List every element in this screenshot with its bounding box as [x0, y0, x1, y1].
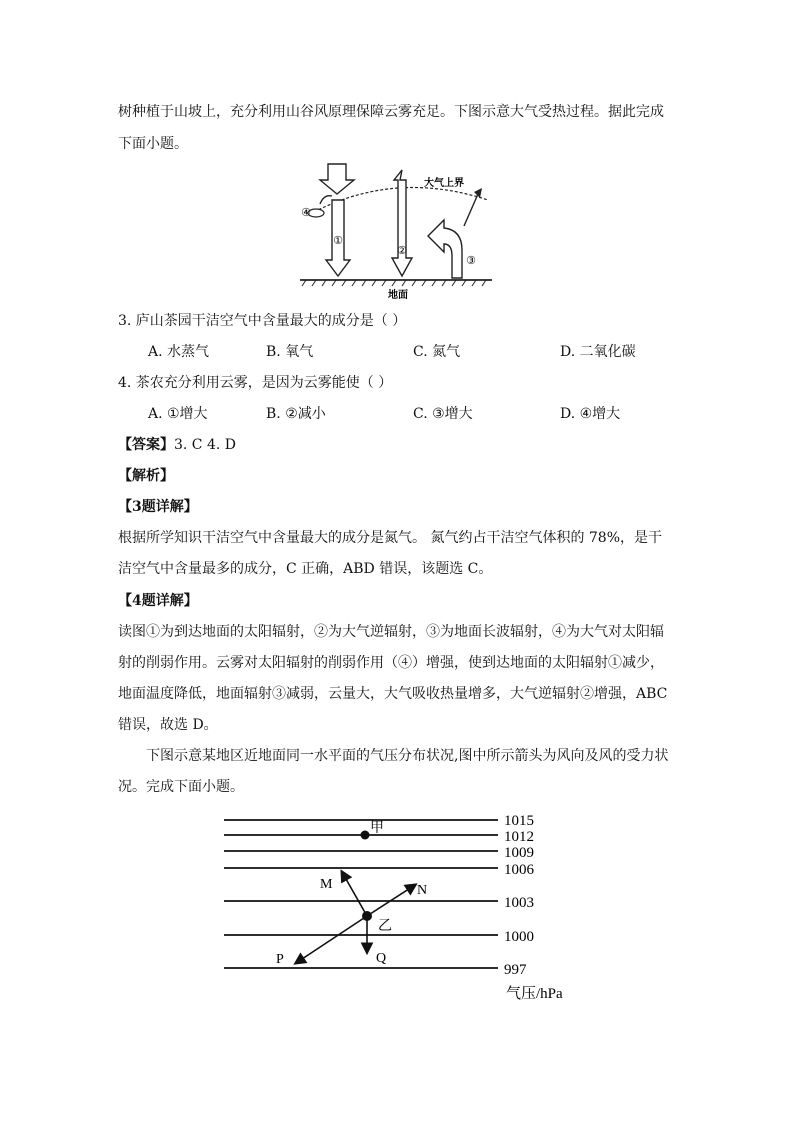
incoming-solar-arrow [320, 164, 354, 194]
isobar-label-1003: 1003 [504, 895, 534, 911]
isobar-label-1009: 1009 [504, 845, 534, 861]
analysis-label: 【解析】 [118, 468, 174, 484]
q4-option-c[interactable]: C. ③增大 [413, 406, 473, 422]
answer-row [118, 435, 236, 455]
question-3-stem: 3. 庐山茶园干洁空气中含量最大的成分是（ ） [118, 313, 407, 329]
label-yi: 乙 [378, 919, 392, 934]
label-ground: 地面 [388, 290, 408, 301]
q3-option-a[interactable]: A. 水蒸气 [148, 344, 210, 360]
marker-4: ④ [301, 207, 311, 219]
label-atmosphere-top: 大气上界 [424, 178, 464, 189]
q3-option-d[interactable]: D. 二氧化碳 [560, 344, 636, 360]
isobar-label-1012: 1012 [504, 829, 534, 845]
marker-2: ② [397, 245, 407, 257]
detail-3-line-2: 洁空气中含量最多的成分，C 正确，ABD 错误，该题选 C。 [118, 561, 493, 577]
detail-4-line-1: 读图①为到达地面的太阳辐射，②为大气逆辐射，③为地面长波辐射，④为大气对太阳辐 [118, 624, 664, 640]
intro2-line-2: 况。完成下面小题。 [118, 779, 244, 795]
isobar-label-1015: 1015 [504, 813, 534, 829]
intro-line-2: 下面小题。 [118, 136, 188, 152]
label-p: P [276, 952, 284, 967]
isobar-label-997: 997 [504, 962, 527, 978]
q4-option-a[interactable]: A. ①增大 [148, 406, 208, 422]
isobar-label-1000: 1000 [504, 929, 534, 945]
marker-1: ① [333, 235, 343, 247]
detail-4-label: 【4题详解】 [118, 593, 198, 609]
detail-3-line-1: 根据所学知识干洁空气中含量最大的成分是氮气。 氮气约占干洁空气体积的 78%，是干 [118, 530, 663, 546]
detail-4-line-4: 错误，故选 D。 [118, 717, 218, 733]
unit-label: 气压/hPa [506, 986, 563, 1002]
q3-option-b[interactable]: B. 氧气 [266, 344, 314, 360]
isobar-map [220, 808, 590, 1006]
q4-option-b[interactable]: B. ②减小 [266, 406, 326, 422]
arrow-3-ground-radiation [428, 220, 462, 278]
detail-4-line-3: 地面温度降低，地面辐射③减弱，云量大，大气吸收热量增多，大气逆辐射②增强，ABC [118, 686, 668, 702]
label-jia: 甲 [370, 821, 384, 836]
detail-3-label: 【3题详解】 [118, 499, 198, 515]
atmosphere-heating-diagram [296, 160, 496, 305]
q4-option-d[interactable]: D. ④增大 [560, 406, 621, 422]
arrow-4-reflection [320, 196, 332, 204]
intro2-line-1: 下图示意某地区近地面同一水平面的气压分布状况,图中所示箭头为风向及风的受力状 [146, 748, 669, 764]
arrow-p [296, 916, 367, 963]
escape-arrow [464, 194, 478, 226]
answer-text: 3. C 4. D [174, 437, 237, 453]
detail-4-line-2: 射的削弱作用。云雾对太阳辐射的削弱作用（④）增强，使到达地面的太阳辐射①减少， [118, 655, 664, 671]
label-m: M [320, 877, 333, 892]
isobar-label-1006: 1006 [504, 862, 534, 878]
label-q: Q [376, 951, 387, 966]
label-n: N [417, 883, 428, 898]
arrow-2-counter-radiation [392, 170, 412, 276]
marker-3: ③ [466, 255, 476, 267]
question-4-stem: 4. 茶农充分利用云雾，是因为云雾能使（ ） [118, 375, 393, 391]
arrow-m [342, 872, 367, 916]
answer-label: 【答案】 [118, 437, 174, 453]
intro-line-1: 树种植于山坡上，充分利用山谷风原理保障云雾充足。下图示意大气受热过程。据此完成 [118, 104, 664, 120]
q3-option-c[interactable]: C. 氮气 [413, 344, 461, 360]
point-jia [361, 831, 370, 840]
